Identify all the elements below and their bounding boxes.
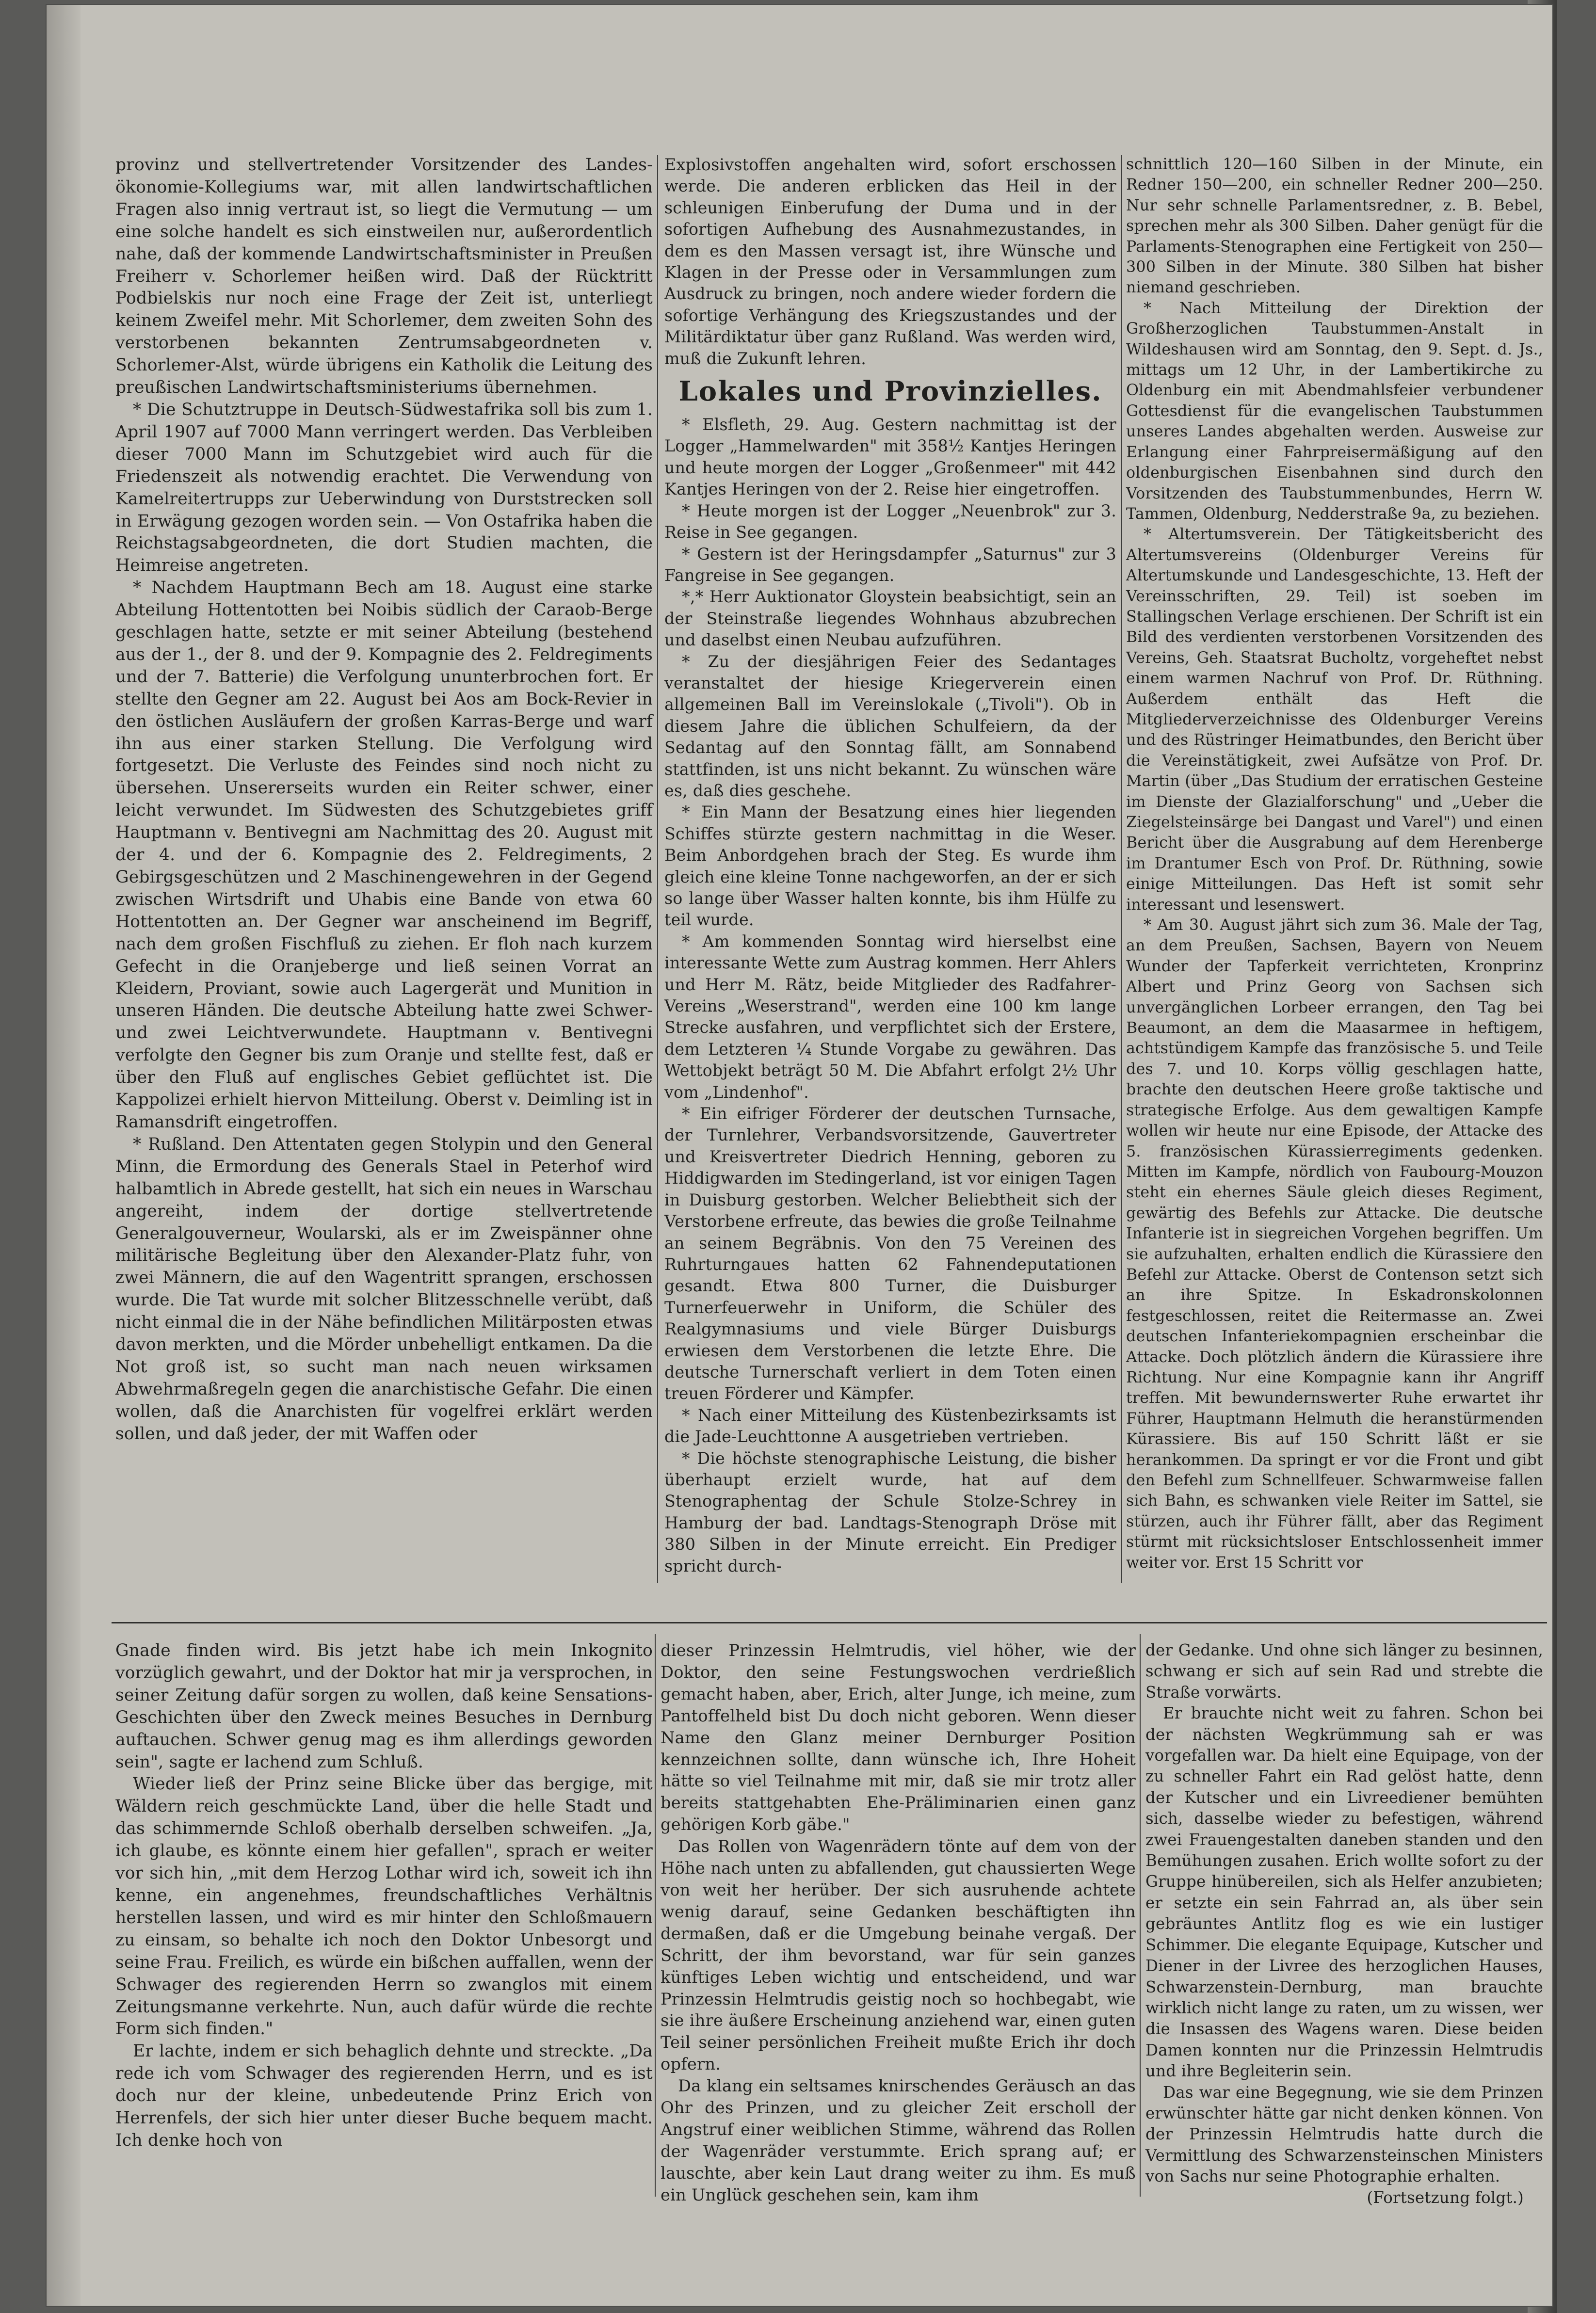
col3-paragraph: * Altertumsverein. Der Tätigkeitsbericht des Altertumsvereins (Oldenburger Vereins für Altertumskunde und Landesgeschichte, 13. Heft der Vereinsschriften, 29. Teil) ist soeben im Stallingschen Verlage erschienen. Der Schrift ist ein Bild des verdienten verstorbenen Vorsitzenden des Vereins, Geh. Staatsrat Bucholtz, vorgeheftet nebst einem warmen Nachruf von Prof. Dr. Rüthning. Außerdem enthält das Heft die Mitgliederverzeichnisse des Oldenburger Vereins und des Rüstringer Heimatbundes, den Bericht über die Vereinstätigkeit, zwei Aufsätze von Prof. Dr. Martin (über „Das Studium der erratischen Gesteine im Dienste der Glazialforschung" und „Ueber die Ziegelsteinsärge bei Dangast und Varel") und einen Bericht über die Ausgrabung auf dem Herenberge im Drantumer Esch von Prof. Dr. Rüthning, sowie einige Mitteilungen. Das Heft ist somit sehr interessant und lesenswert.: [1126, 526, 1543, 914]
story-paragraph: Das war eine Begegnung, wie sie dem Prinzen erwünschter hätte gar nicht denken können. Von der Prinzessin Helmtrudis hatte durch die Vermittlung des Schwarzensteinschen Ministers von Sachs nur seine Photographie erhalten.: [1145, 2083, 1543, 2186]
story-paragraph: der Gedanke. Und ohne sich länger zu besinnen, schwang er sich auf sein Rad und strebte die Straße vorwärts.: [1145, 1641, 1543, 1702]
story-paragraph: Er lachte, indem er sich behaglich dehnte und streckte. „Da rede ich vom Schwager des regierenden Herrn, und es ist doch nur der kleine, unbedeutende Prinz Erich von Herrenfels, der sich hier unter dieser Buche bequem macht. Ich denke hoch von: [115, 2041, 653, 2150]
story-paragraph: Er brauchte nicht weit zu fahren. Schon bei der nächsten Wegkrümmung sah er was vorgefallen war. Da hielt eine Equipage, von der zu schneller Fahrt ein Rad gelöst hatte, denn der Kutscher und ein Livreediener bemühten sich, dasselbe wieder zu befestigen, während zwei Frauengestalten daneben standen und den Bemühungen zusahen. Erich wollte sofort zu der Gruppe hinübereilen, sich als Helfer anzubieten; er setzte ein sein Fahrrad an, als über sein gebräuntes Antlitz flog es wie ein lustiger Schimmer. Die elegante Equipage, Kutscher und Diener in der Livree des herzoglichen Hauses, Schwarzenstein-Dernburg, man brauchte wirklich nicht lange zu raten, um zu wissen, wer die Insassen des Wagens waren. Diese beiden Damen konnten nur die Prinzessin Helmtrudis und ihre Begleiterin sein.: [1145, 1704, 1543, 2081]
column-rule: [657, 155, 658, 1583]
column-1: [115, 154, 653, 1446]
col1-paragraph: * Die Schutztruppe in Deutsch-Südwestafrika soll bis zum 1. April 1907 auf 7000 Mann verringert werden. Das Verbleiben dieser 7000 Mann im Schutzgebiet wird auch für die Friedenszeit als notwendig erachtet. Die Verwendung von Kamelreitertrupps zur Ueberwindung von Durststrecken soll in Erwägung gezogen worden sein. — Von Ostafrika haben die Reichstagsabgeordneten, die dort Studien machten, die Heimreise angetreten.: [115, 400, 653, 576]
column-2: [664, 154, 1116, 1577]
story-column-3: [1145, 1640, 1543, 2208]
col2-paragraph: * Heute morgen ist der Logger „Neuenbrok" zur 3. Reise in See gegangen.: [664, 501, 1116, 542]
col1-paragraph: * Rußland. Den Attentaten gegen Stolypin und den General Minn, die Ermordung des Generals Stael in Peterhof wird halbamtlich in Abrede gestellt, hat sich ein neues in Warschau angereiht, indem der dortige stellvertretende Generalgouverneur, Woularski, als er im Zweispänner ohne militärische Begleitung über den Alexander-Platz fuhr, von zwei Männern, die auf den Wagentritt sprangen, erschossen wurde. Die Tat wurde mit solcher Blitzesschnelle verübt, daß nicht einmal die in der Nähe befindlichen Militärposten etwas davon merkten, und die Mörder unbehelligt entkamen. Da die Not groß ist, so sucht man nach neuen wirksamen Abwehrmaßregeln gegen die anarchistische Gefahr. Die einen wollen, daß die Anarchisten für vogelfrei erklärt werden sollen, und daß jeder, der mit Waffen oder: [115, 1134, 653, 1444]
column-rule: [1140, 1634, 1141, 2197]
col2-paragraph: * Am kommenden Sonntag wird hierselbst eine interessante Wette zum Austrag kommen. Herr Ahlers und Herr M. Rätz, beide Mitglieder des Radfahrer-Vereins „Weserstrand", werden eine 100 km lange Strecke ausfahren, und verpflichtet sich der Erstere, dem Letzteren ¼ Stunde Vorgabe zu gewähren. Das Wettobjekt beträgt 50 M. Die Abfahrt erfolgt 2½ Uhr vom „Lindenhof".: [664, 932, 1116, 1102]
col2-paragraph: * Zu der diesjährigen Feier des Sedantages veranstaltet der hiesige Kriegerverein einen allgemeinen Ball im Vereinslokale („Tivoli"). Ob in diesem Jahre die üblichen Schulfeiern, da der Sedantag auf den Sonntag fällt, am Sonnabend stattfinden, ist uns nicht bekannt. Zu wünschen wäre es, daß dies geschehe.: [664, 652, 1116, 800]
story-paragraph: Das Rollen von Wagenrädern tönte auf dem von der Höhe nach unten zu abfallenden, gut chaussierten Wege von weit her herüber. Der sich ausruhende achtete wenig darauf, seine Gedanken beschäftigten ihn dermaßen, daß er die Umgebung beinahe vergaß. Der Schritt, der ihm bevorstand, war für sein ganzes künftiges Leben wichtig und entscheidend, und war Prinzessin Helmtrudis geistig noch so hochbegabt, wie sie ihre äußere Erscheinung anziehend war, einen guten Teil seiner persönlichen Freiheit mußte Erich ihr doch opfern.: [661, 1837, 1136, 2074]
column-rule: [655, 1634, 656, 2197]
col2-paragraph: * Gestern ist der Heringsdampfer „Saturnus" zur 3 Fangreise in See gegangen.: [664, 544, 1116, 585]
col2-paragraph: * Ein eifriger Förderer der deutschen Turnsache, der Turnlehrer, Verbandsvorsitzende, Gauvertreter und Kreisvertreter Diedrich Henning, geboren zu Hiddigwarden im Stedingerland, ist vor einigen Tagen in Duisburg gestorben. Welcher Beliebtheit sich der Verstorbene erfreute, das bewies die große Teilnahme an seinem Begräbnis. Von den 75 Vereinen des Ruhrturngaues hatten 62 Fahnendeputationen gesandt. Etwa 800 Turner, die Duisburger Turnerfeuerwehr in Uniform, die Schüler des Realgymnasiums und viele Bürger Duisburgs erwiesen dem Verstorbenen die letzte Ehre. Die deutsche Turnerschaft verliert in dem Toten einen treuen Förderer und Kämpfer.: [664, 1104, 1116, 1403]
story-paragraph: Wieder ließ der Prinz seine Blicke über das bergige, mit Wäldern reich geschmückte Land, über die helle Stadt und das schimmernde Schloß oberhalb derselben schweifen. „Ja, ich glaube, es könnte einem hier gefallen", sprach er weiter vor sich hin, „mit dem Herzog Lothar wird ich, soweit ich ihn kenne, ein angenehmes, freundschaftliches Verhältnis herstellen lassen, und wird es mir hinter den Schloßmauern zu einsam, so behalte ich noch den Doktor Unbesorgt und seine Frau. Freilich, es würde ein bißchen auffallen, wenn der Schwager des regierenden Herrn so zwanglos mit einem Zeitungsmanne verkehrte. Nun, auch dafür würde die rechte Form sich finden.": [115, 1774, 653, 2039]
col1-paragraph: provinz und stellvertretender Vorsitzender des Landes-ökonomie-Kollegiums war, mit allen landwirtschaftlichen Fragen also innig vertraut ist, so liegt die Vermutung — um eine solche handelt es sich einstweilen nur, außerordentlich nahe, daß der kommende Landwirtschaftsminister in Preußen Freiherr v. Schorlemer heißen wird. Daß der Rücktritt Podbielskis nur noch eine Frage der Zeit ist, unterliegt keinem Zweifel mehr. Mit Schorlemer, dem zweiten Sohn des verstorbenen bekannten Zentrumsabgeordneten v. Schorlemer-Alst, würde übrigens ein Katholik die Leitung des preußischen Landwirtschaftsministeriums übernehmen.: [115, 155, 653, 398]
col3-paragraph: * Nach Mitteilung der Direktion der Großherzoglichen Taubstummen-Anstalt in Wildeshausen wird am Sonntag, den 9. Sept. d. Js., mittags um 12 Uhr, in der Lambertikirche zu Oldenburg ein mit Abendmahlsfeier verbundener Gottesdienst für die evangelischen Taubstummen unseres Landes abgehalten werden. Ausweise zur Erlangung einer Fahrpreisermäßigung auf den oldenburgischen Eisenbahnen sind durch den Vorsitzenden des Taubstummenbundes, Herrn W. Tammen, Oldenburg, Nedderstraße 9a, zu beziehen.: [1126, 299, 1543, 523]
col2-paragraph: * Elsfleth, 29. Aug. Gestern nachmittag ist der Logger „Hammelwarden" mit 358½ Kantjes Heringen und heute morgen der Logger „Großenmeer" mit 442 Kantjes Heringen von der 2. Reise hier eingetroffen.: [664, 415, 1116, 499]
col2-paragraph: Explosivstoffen angehalten wird, sofort erschossen werde. Die anderen erblicken das Heil in der schleunigen Einberufung der Duma und in der sofortigen Aufhebung des Ausnahmezustandes, in dem es den Massen versagt ist, ihre Wünsche und Klagen in der Presse oder in Versammlungen zum Ausdruck zu bringen, noch andere wieder fordern die sofortige Verhängung des Kriegszustandes und der Militärdiktatur über ganz Rußland. Was werden wird, muß die Zukunft lehren.: [664, 155, 1116, 368]
column-rule: [1121, 155, 1122, 1583]
continuation-note: (Fortsetzung folgt.): [1367, 2188, 1524, 2207]
col3-paragraph: * Am 30. August jährt sich zum 36. Male der Tag, an dem Preußen, Sachsen, Bayern von Neuem Wunder der Tapferkeit verrichteten, Kronprinz Albert und Prinz Georg von Sachsen sich unvergänglichen Lorbeer errangen, den Tag bei Beaumont, an dem die Maasarmee in heftigem, achtstündigem Kampfe das französische 5. und Teile des 7. und 10. Korps völlig geschlagen hatte, brachte den deutschen Heere große taktische und strategische Erfolge. Aus dem gewaltigen Kampfe wollen wir heute nur eine Episode, der Attacke des 5. französischen Kürassierregiments gedenken. Mitten im Kampfe, nördlich von Faubourg-Mouzon steht ein ehernes Säule gleich dieses Regiment, gewärtig des Befehls zur Attacke. Die deutsche Infanterie ist in siegreichen Vorgehen begriffen. Um sie aufzuhalten, erhalten endlich die Kürassiere den Befehl zur Attacke. Oberst de Contenson setzt sich an ihre Spitze. In Eskadronskolonnen festgeschlossen, reitet die Reitermasse an. Zwei deutschen Infanteriekompagnien erscheinbar die Attacke. Doch plötzlich ändern die Kürassiere ihre Richtung. Nur eine Kompagnie kann ihr Angriff treffen. Mit bewundernswerter Ruhe erwartet ihr Führer, Hauptmann Helmuth die heranstürmenden Kürassiere. Bis auf 150 Schritt läßt er sie herankommen. Da springt er vor die Front und gibt den Befehl zum Schnellfeuer. Schwarmweise fallen sich Bahn, es schwanken viele Reiter im Sattel, sie stürzen, auch ihr Führer fällt, aber das Regiment stürmt mit rücksichtsloser Entschlossenheit immer weiter vor. Erst 15 Schritt vor: [1126, 916, 1543, 1572]
col2-paragraph: * Ein Mann der Besatzung eines hier liegenden Schiffes stürzte gestern nachmittag in die Weser. Beim Anbordgehen brach der Steg. Es wurde ihm gleich eine kleine Tonne nachgeworfen, an der er sich so lange über Wasser halten konnte, bis ihm Hülfe zu teil wurde.: [664, 803, 1116, 930]
story-paragraph: dieser Prinzessin Helmtrudis, viel höher, wie der Doktor, den seine Festungswochen verdrießlich gemacht haben, aber, Erich, alter Junge, ich meine, zum Pantoffelheld bist Du doch nicht geboren. Wenn dieser Name den Glanz meiner Dernburger Position kennzeichnen sollte, dann wünsche ich, Ihre Hoheit hätte so viel Teilnahme mit mir, daß sie mir trotz aller bereits stattgehabten Ehe-Präliminarien einen ganz gehörigen Korb gäbe.": [661, 1641, 1136, 1834]
col2-paragraph: * Die höchste stenographische Leistung, die bisher überhaupt erzielt wurde, hat auf dem Stenographentag der Schule Stolze-Schrey in Hamburg der bad. Landtags-Stenograph Dröse mit 380 Silben in der Minute erreicht. Ein Prediger spricht durch-: [664, 1448, 1116, 1575]
story-column-1: [115, 1640, 653, 2152]
col1-paragraph: * Nachdem Hauptmann Bech am 18. August eine starke Abteilung Hottentotten bei Noibis südlich der Caraob-Berge geschlagen hatte, setzte er mit seiner Abteilung (bestehend aus der 1., der 8. und der 9. Kompagnie des 2. Feldregiments und der 7. Batterie) die Verfolgung ununterbrochen fort. Er stellte den Gegner am 22. August bei Aos am Bock-Revier in den östlichen Ausläufern der großen Karras-Berge und warf ihn aus einer starken Stellung. Die Verfolgung wird fortgesetzt. Die Verluste des Feindes sind noch nicht zu übersehen. Unsererseits wurden ein Reiter schwer, einer leicht verwundet. Im Südwesten des Schutzgebietes griff Hauptmann v. Bentivegni am Nachmittag des 20. August mit der 4. und der 6. Kompagnie des 2. Feldregiments, 2 Gebirgsgeschützen und 2 Maschinengewehren in der Gegend zwischen Wirtsdrift und Uhabis eine Bande von etwa 60 Hottentotten an. Der Gegner war anscheinend im Begriff, nach dem großen Fischfluß zu ziehen. Er floh nach kurzem Gefecht in die Oranjeberge und ließ seinen Vorrat an Kleidern, Proviant, sowie auch Lagergerät und Munition in unseren Händen. Die deutsche Abteilung hatte zwei Schwer- und zwei Leichtverwundete. Hauptmann v. Bentivegni verfolgte den Gegner bis zum Oranje und stellte fest, daß er über den Fluß auf englisches Gebiet geflüchtet ist. Die Kappolizei erhielt hiervon Mitteilung. Oberst v. Deimling ist in Ramansdrift eingetroffen.: [115, 578, 653, 1132]
story-paragraph: Gnade finden wird. Bis jetzt habe ich mein Inkognito vorzüglich gewahrt, und der Doktor hat mir ja versprochen, in seiner Zeitung dafür sorgen zu wollen, daß keine Sensations-Geschichten über den Zweck meines Besuches in Dernburg auftauchen. Schwer genug mag es ihm allerdings geworden sein", sagte er lachend zum Schluß.: [115, 1641, 653, 1772]
column-3: [1126, 154, 1543, 1573]
story-paragraph: Da klang ein seltsames knirschendes Geräusch an das Ohr des Prinzen, und zu gleicher Zeit erscholl der Angstruf einer weiblichen Stimme, während das Rollen der Wagenräder verstummte. Erich sprang auf; er lauschte, aber kein Laut drang weiter zu ihm. Es muß ein Unglück geschehen sein, kam ihm: [661, 2076, 1136, 2204]
story-column-2: [661, 1640, 1136, 2206]
col3-paragraph: schnittlich 120—160 Silben in der Minute, ein Redner 150—200, ein schneller Redner 200—250. Nur sehr schnelle Parlamentsredner, z. B. Bebel, sprechen mehr als 300 Silben. Daher genügt für die Parlaments-Stenographen eine Fertigkeit von 250—300 Silben in der Minute. 380 Silben hat bisher niemand geschrieben.: [1126, 156, 1543, 297]
col2-paragraph: * Nach einer Mitteilung des Küstenbezirksamts ist die Jade-Leuchttonne A ausgetrieben vertrieben.: [664, 1405, 1116, 1446]
feuilleton-divider: [112, 1622, 1547, 1623]
page-binding-edge: [47, 5, 81, 2306]
col2-paragraph: *,* Herr Auktionator Gloystein beabsichtigt, sein an der Steinstraße liegendes Wohnhaus abzubrechen und daselbst einen Neubau aufzuführen.: [664, 587, 1116, 650]
section-heading: Lokales und Provinzielles.: [678, 375, 1102, 408]
